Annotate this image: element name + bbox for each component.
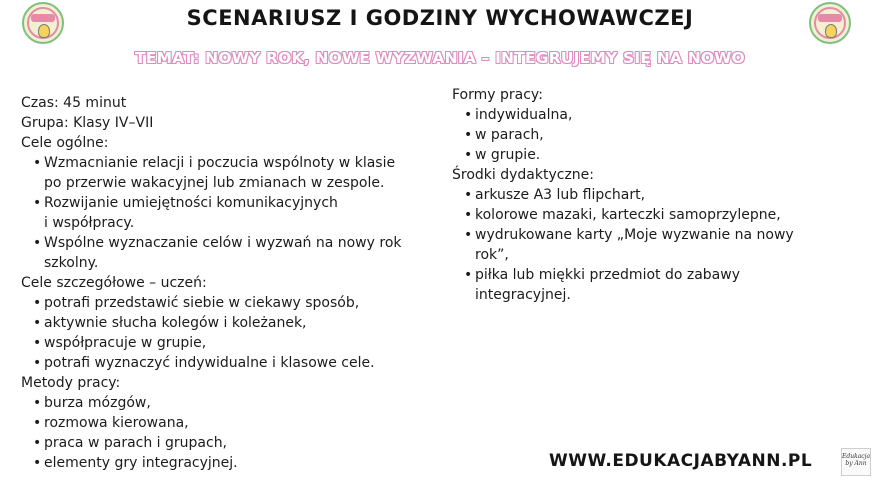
specific-goals-heading: Cele szczegółowe – uczeń: <box>21 275 207 291</box>
list-item <box>452 205 852 225</box>
list-item-line: • wydrukowane karty „Moje wyzwanie na nowy <box>475 227 794 243</box>
teaching-aids-heading: Środki dydaktyczne: <box>452 167 595 183</box>
website-url: WWW.EDUKACJABYANN.PL <box>549 451 813 471</box>
list-item-line: • arkusze A3 lub flipchart, <box>475 187 646 203</box>
list-item: • rozmowa kierowana, <box>21 413 426 433</box>
methods-heading: Metody pracy: <box>21 375 121 391</box>
topic-subtitle: TEMAT: NOWY ROK, NOWE WYZWANIA – INTEGRUJEMY SIĘ NA NOWO <box>135 49 745 67</box>
teaching-aids-list <box>452 185 852 305</box>
list-item-line: • kolorowe mazaki, karteczki samoprzylepne, <box>475 207 781 223</box>
methods-list <box>21 393 426 473</box>
general-goals-list <box>21 153 426 273</box>
right-column <box>452 85 852 305</box>
list-item: • aktywnie słucha kolegów i koleżanek, <box>21 313 426 333</box>
list-item: • w parach, <box>452 125 852 145</box>
list-item: • potrafi przedstawić siebie w ciekawy sposób, <box>21 293 426 313</box>
list-item <box>21 193 426 233</box>
specific-goals-list <box>21 293 426 373</box>
list-item: • indywidualna, <box>452 105 852 125</box>
list-item-line: po przerwie wakacyjnej lub zmianach w zespole. <box>44 175 385 191</box>
work-forms-list <box>452 105 852 165</box>
list-item-line: i współpracy. <box>44 215 135 231</box>
general-goals-heading: Cele ogólne: <box>21 135 109 151</box>
list-item-line: • Wzmacnianie relacji i poczucia wspólnoty w klasie <box>44 155 396 171</box>
group-text: Grupa: Klasy IV–VII <box>21 115 154 131</box>
list-item-line: rok”, <box>475 247 509 263</box>
signature-stamp: Edukacja by Ann <box>841 448 871 476</box>
list-item <box>452 225 852 265</box>
list-item-line: • piłka lub miękki przedmiot do zabawy <box>475 267 740 283</box>
list-item <box>452 265 852 305</box>
list-item: • potrafi wyznaczyć indywidualne i klasowe cele. <box>21 353 426 373</box>
page-title: SCENARIUSZ I GODZINY WYCHOWAWCZEJ <box>186 6 694 30</box>
list-item-line: integracyjnej. <box>475 287 571 303</box>
list-item: • współpracuje w grupie, <box>21 333 426 353</box>
list-item: • praca w parach i grupach, <box>21 433 426 453</box>
duration-text: Czas: 45 minut <box>21 95 127 111</box>
list-item <box>21 153 426 193</box>
list-item: • burza mózgów, <box>21 393 426 413</box>
list-item: • elementy gry integracyjnej. <box>21 453 426 473</box>
work-forms-heading: Formy pracy: <box>452 87 543 103</box>
list-item-line: • Wspólne wyznaczanie celów i wyzwań na nowy rok <box>44 235 402 251</box>
list-item: • w grupie. <box>452 145 852 165</box>
list-item-line: • Rozwijanie umiejętności komunikacyjnych <box>44 195 338 211</box>
list-item <box>21 233 426 273</box>
list-item <box>452 185 852 205</box>
left-column <box>21 93 426 473</box>
list-item-line: szkolny. <box>44 255 99 271</box>
